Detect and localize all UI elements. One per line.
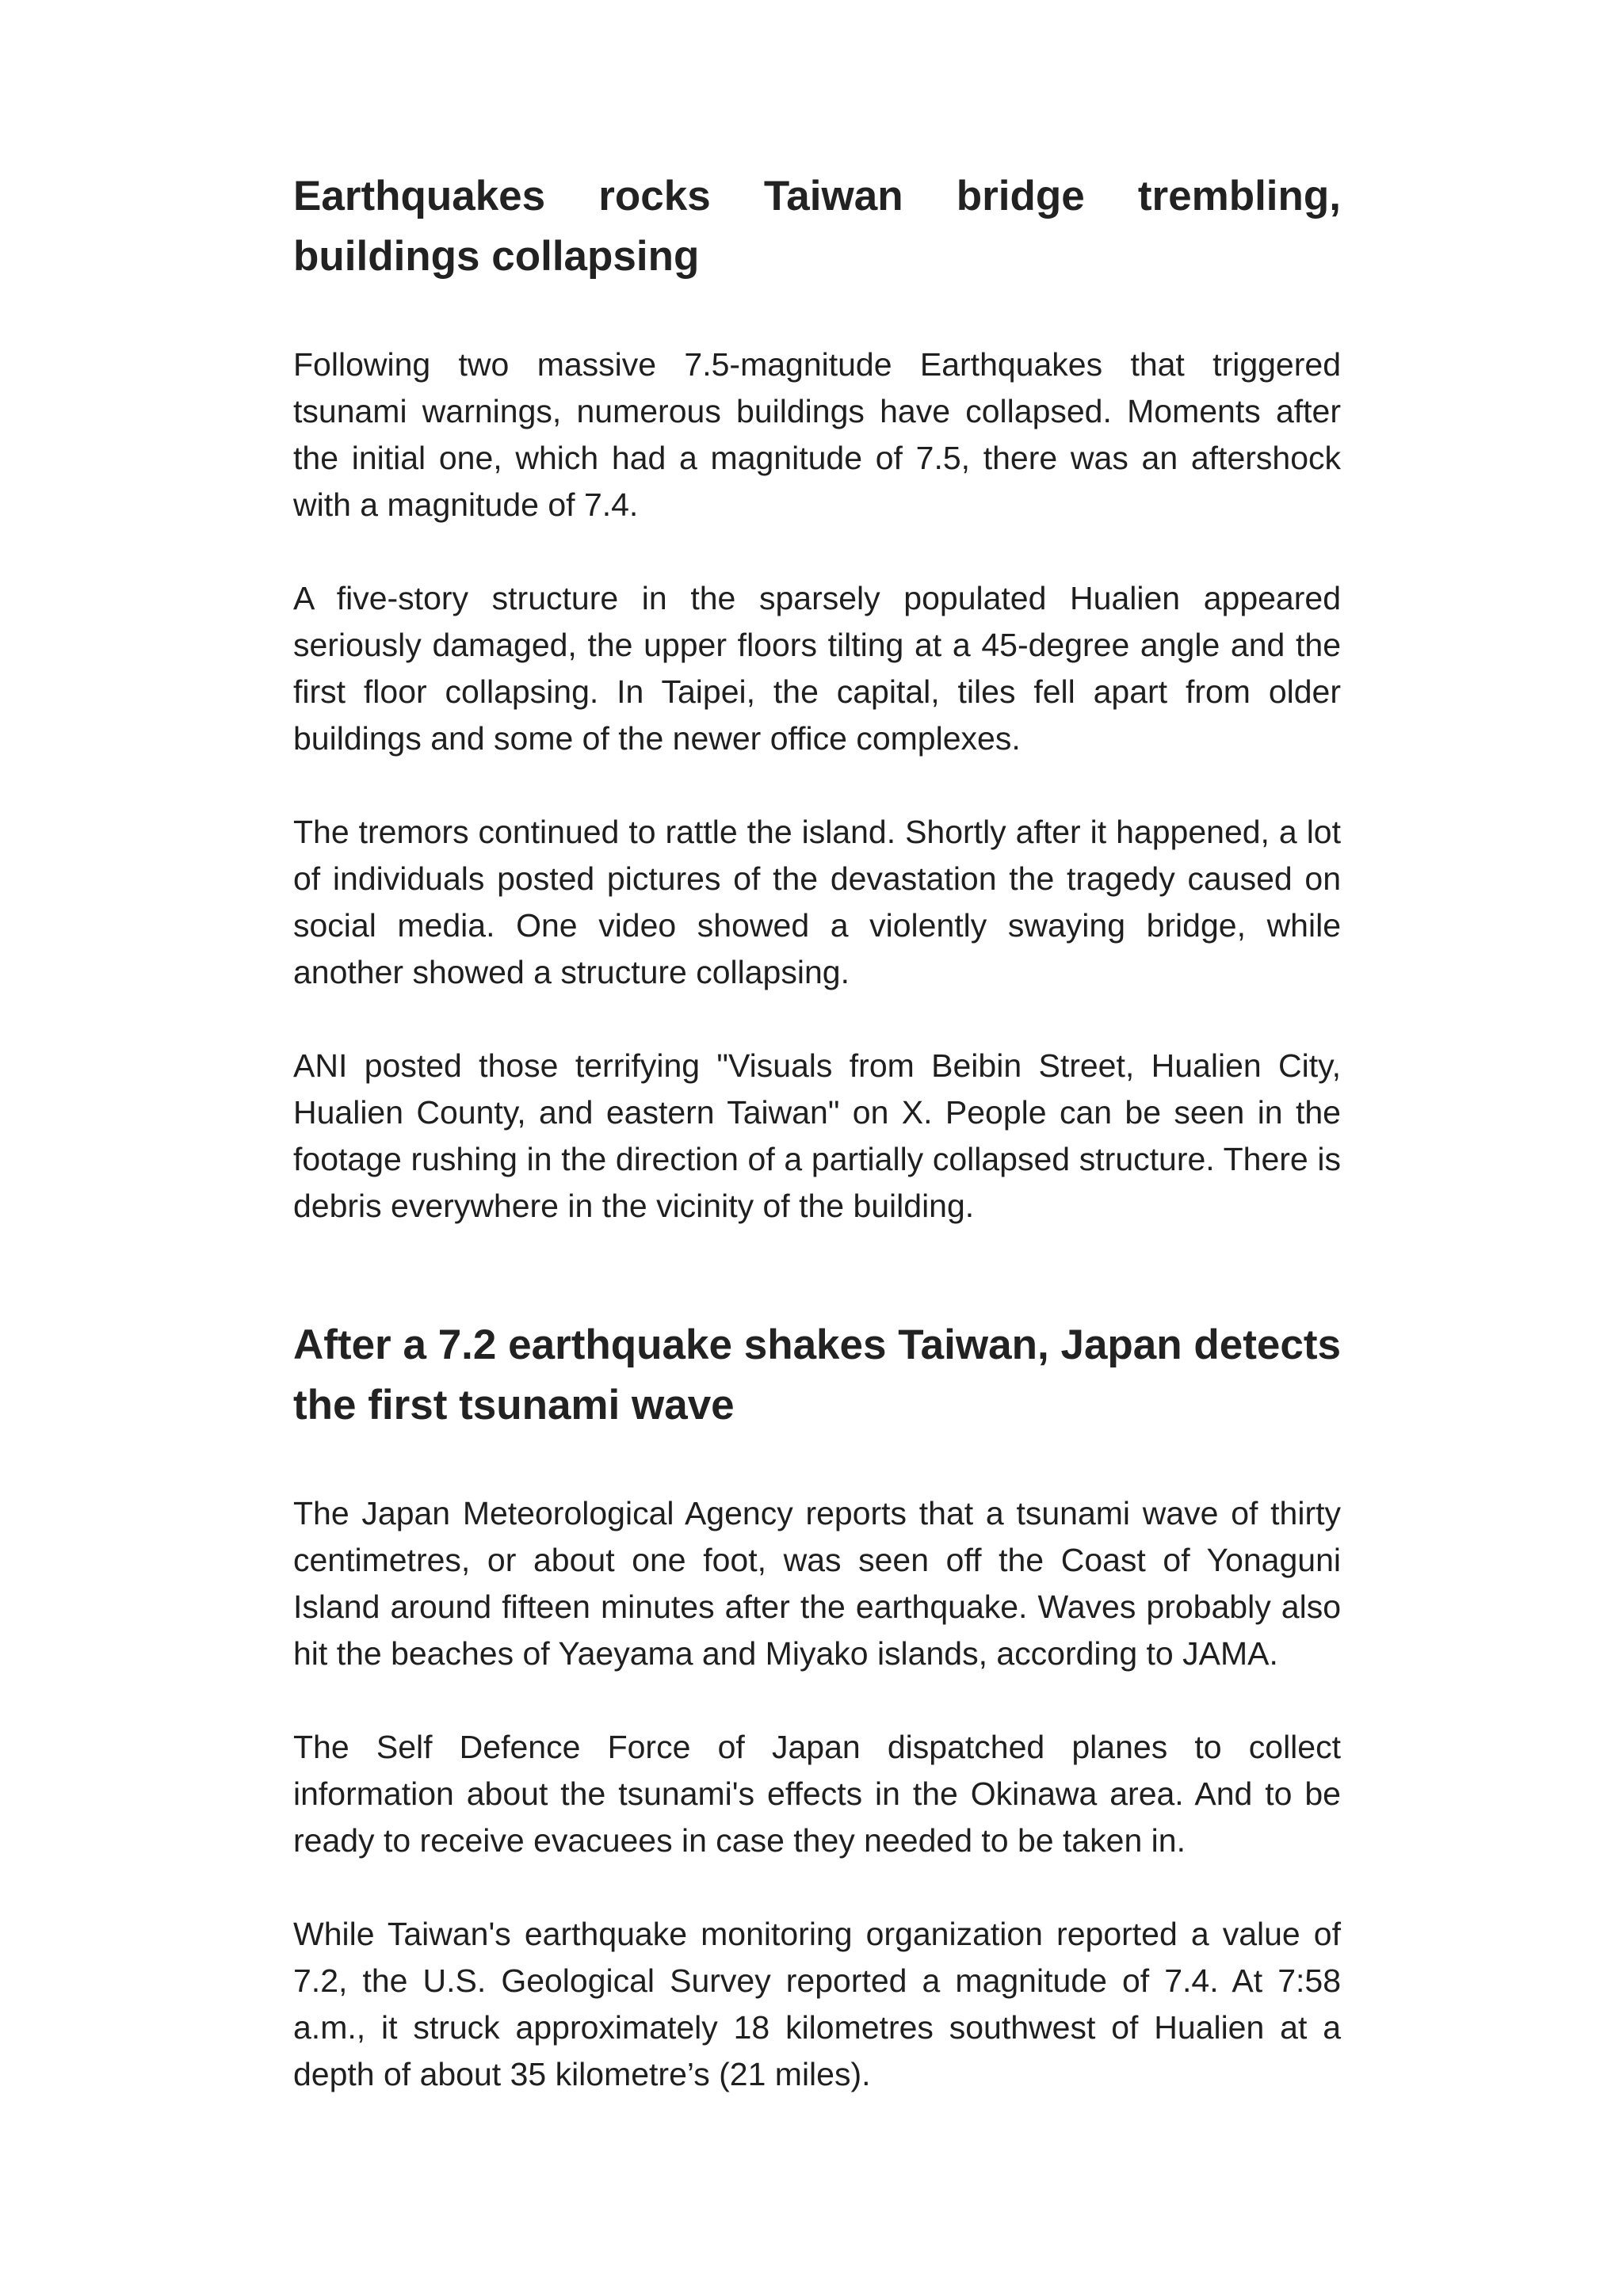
article-paragraph: While Taiwan's earthquake monitoring organization reported a value of 7.2, the U.S. Geological Survey reported a magnitude of 7.4. At 7:58 a.m., it struck approximately 18 kilometres southwest of Hualien at a depth of about 35 kilometre’s (21 miles).	[293, 1916, 1341, 2092]
article-paragraph: The Japan Meteorological Agency reports that a tsunami wave of thirty centimetres, or about one foot, was seen off the Coast of Yonaguni Island around fifteen minutes after the earthquake. Waves probably also hit the beaches of Yaeyama and Miyako islands, according to JAMA.	[293, 1495, 1341, 1672]
document-page	[293, 166, 1341, 2098]
article-japan-tsunami	[293, 1315, 1341, 2098]
article-paragraph: A five-story structure in the sparsely populated Hualien appeared seriously damaged, the upper floors tilting at a 45-degree angle and the first floor collapsing. In Taipei, the capital, tiles fell apart from older buildings and some of the newer office complexes.	[293, 580, 1341, 757]
article-headline: Earthquakes rocks Taiwan bridge trembling, buildings collapsing	[293, 173, 1341, 280]
article-paragraph: Following two massive 7.5-magnitude Earthquakes that triggered tsunami warnings, numerous buildings have collapsed. Moments after the initial one, which had a magnitude of 7.5, there was an aftershock with a magnitude of 7.4.	[293, 346, 1341, 523]
article-paragraph: The tremors continued to rattle the island. Shortly after it happened, a lot of individuals posted pictures of the devastation the tragedy caused on social media. One video showed a violently swaying bridge, while another showed a structure collapsing.	[293, 814, 1341, 990]
article-paragraph: The Self Defence Force of Japan dispatched planes to collect information about the tsunami's effects in the Okinawa area. And to be ready to receive evacuees in case they needed to be taken in.	[293, 1729, 1341, 1859]
article-paragraph: ANI posted those terrifying "Visuals from Beibin Street, Hualien City, Hualien County, and eastern Taiwan" on X. People can be seen in the footage rushing in the direction of a partially collapsed structure. There is debris everywhere in the vicinity of the building.	[293, 1047, 1341, 1224]
article-taiwan-bridge	[293, 166, 1341, 1230]
article-headline: After a 7.2 earthquake shakes Taiwan, Japan detects the first tsunami wave	[293, 1322, 1341, 1428]
